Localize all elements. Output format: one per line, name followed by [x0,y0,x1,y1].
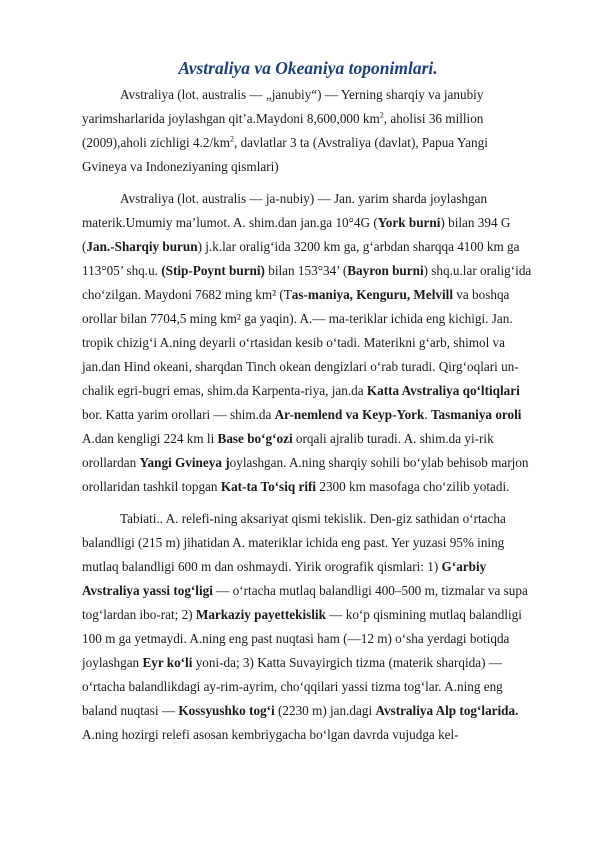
bold-term: Avstraliya Alp tog‘larida. [375,703,519,718]
text-segment: bor. Katta yarim orollari — shim.da [82,407,275,422]
text-segment: — ko‘p qismining mutlaq balandligi 100 m ga yetmaydi. A.ning eng past nuqtasi ham (—12 m) o‘sha yerdagi botiqda joylashgan [82,607,522,670]
text-segment: ) j.k.lar oralig‘ida 3200 km ga, g‘arbdan sharqqa 4100 km ga 113°05’ shq.u. [82,239,520,278]
text-segment: Tabiati.. A. relefi-ning aksariyat qismi tekislik. Den-giz sathidan o‘rtacha balandligi (215 m) jihatidan A. materiklar ichida eng past. Yer yuzasi 95% ining mutlaq balandligi 600 m dan oshmaydi. Yirik orografik qismlari: 1) [82,511,506,574]
bold-term: Markaziy payettekislik [195,607,326,622]
document-page [82,56,534,755]
bold-term: Katta Avstraliya qo‘ltiqlari [366,383,520,398]
text-segment: ) shq.u.lar oralig‘ida cho‘zilgan. Maydoni 7682 ming km² (T [82,263,532,302]
text-segment: — o‘rtacha mutlaq balandligi 400–500 m, tizmalar va supa tog‘lardan ibo-rat; 2) [82,583,528,622]
bold-term: York burni [377,215,441,230]
page-title: Avstraliya va Okeaniya toponimlari. [178,58,438,78]
paragraph-intro [82,83,534,179]
intro-text-3: , davlatlar 3 ta (Avstraliya (davlat), Papua Yangi Gvineya va Indoneziyaning qismlari) [82,135,488,174]
text-segment: . [424,407,431,422]
text-segment: orqali ajralib turadi. A. shim.da yi-rik orollardan [82,431,494,470]
text-segment: yoni-da; 3) Katta Suvayirgich tizma (materik sharqida) — o‘rtacha balandlikdagi ay-rim-ayrim, cho‘qqilari yassi tizma tog‘lar. A.ning eng baland nuqtasi — [82,655,503,718]
intro-text-2: , aholisi 36 million (2009),aholi zichligi 4.2/km [82,111,484,150]
bold-term: Jan.-Sharqiy burun [86,239,198,254]
paragraph-general-info [82,187,534,499]
text-segment: Avstraliya (lot. australis — ja-nubiy) — Jan. yarim sharda joylashgan materik.Umumiy ma’lumot. A. shim.dan jan.ga 10°4G ( [82,191,488,230]
text-segment: 2300 km masofaga cho‘zilib yotadi. [316,479,510,494]
bold-term: Eyr ko‘li [142,655,193,670]
bold-term: Bayron burni [347,263,424,278]
intro-text-1: Avstraliya (lot. australis — „janubiy“) — Yerning sharqiy va janubiy yarimsharlarida joylashgan qit’a.Maydoni 8,600,000 km [82,87,484,126]
text-segment: bilan 153°34’ ( [264,263,348,278]
bold-term: Yangi Gvineya j [139,455,230,470]
text-segment: ) bilan 394 G ( [82,215,511,254]
bold-term: Tasmaniya oroli [430,407,522,422]
text-segment: oylashgan. A.ning sharqiy sohili bo‘ylab behisob marjon orollaridan tashkil topgan [82,455,529,494]
bold-term: Kossyushko tog‘i [178,703,275,718]
bold-term: Ar-nemlend va Keyp-York [274,407,425,422]
text-segment: va boshqa orollar bilan 7704,5 ming km² ga yaqin). A.— ma-teriklar ichida eng kichigi. Jan. tropik chizig‘i A.ning deyarli o‘rtasidan kesib o‘tadi. Materikni g‘arb, shimol va jan.dan Hind okeani, sharqdan Tinch okean dengizlari o‘rab turadi. Qirg‘oqlari un-chalik egri-bugri emas, shim.da Karpenta-riya, jan.da [82,287,519,398]
bold-term: Kat-ta To‘siq rifi [220,479,317,494]
superscript-2: 2 [379,110,384,120]
text-segment: (2230 m) jan.dagi [274,703,376,718]
bold-term: G‘arbiy Avstraliya yassi tog‘ligi [82,559,487,598]
paragraph-nature [82,507,534,747]
bold-term: Base bo‘g‘ozi [217,431,293,446]
bold-term: (Stip-Poynt burni) [161,263,265,278]
text-segment: A.ning hozirgi relefi asosan kembriygacha bo‘lgan davrda vujudga kel- [82,727,459,742]
superscript-2b: 2 [229,134,234,144]
text-segment: A.dan kengligi 224 km li [82,431,218,446]
bold-term: as-maniya, Kenguru, Melvill [291,287,453,302]
